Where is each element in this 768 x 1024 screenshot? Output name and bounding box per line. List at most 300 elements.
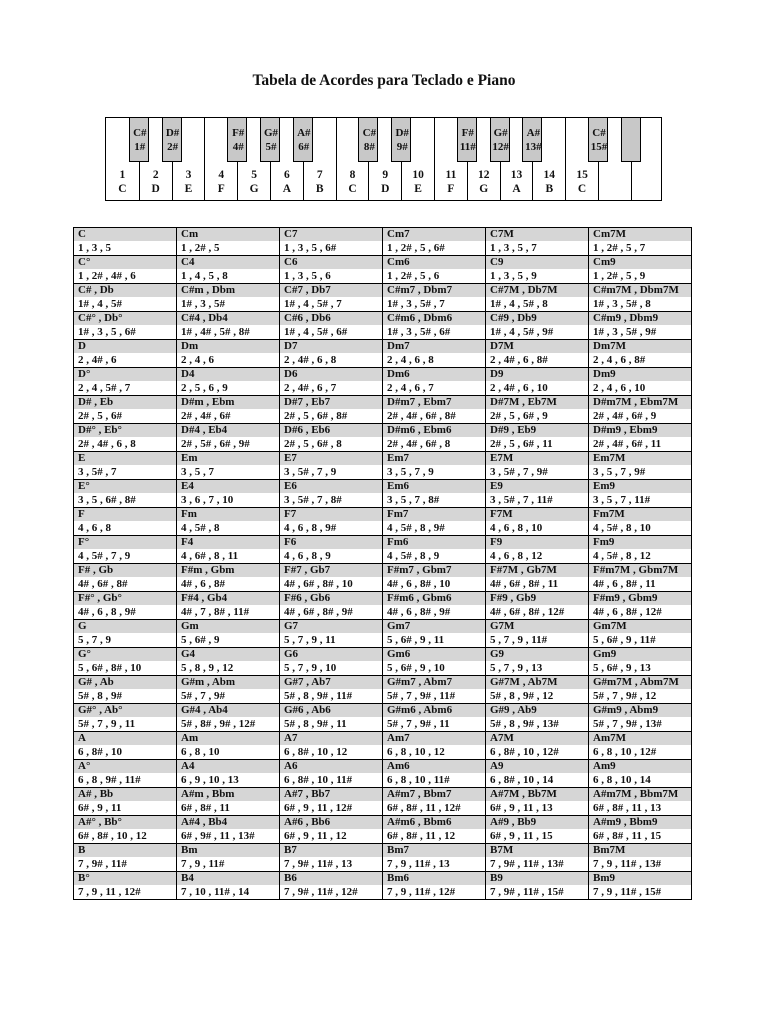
chord-name: F9 [486, 536, 588, 549]
chord-name: F# , Gb [74, 564, 176, 577]
page-title: Tabela de Acordes para Teclado e Piano [252, 72, 516, 89]
chord-cell [74, 340, 177, 368]
chord-cell [383, 508, 486, 536]
chord-cell [280, 340, 383, 368]
chord-name: D#m7M , Ebm7M [589, 396, 691, 409]
chord-cell [280, 312, 383, 340]
black-key [391, 118, 411, 162]
chord-cell [177, 312, 280, 340]
chord-notes: 7 , 9 , 11# , 15# [593, 886, 662, 898]
chord-cell [383, 340, 486, 368]
chord-name: F7M [486, 508, 588, 521]
chord-cell [486, 536, 589, 564]
key-note: C# [133, 127, 147, 139]
chord-notes: 2# , 5 , 6# , 9 [490, 410, 548, 422]
chord-notes: 2 , 4# , 6 , 8 [284, 354, 337, 366]
chord-name: A#m6 , Bbm6 [383, 816, 485, 829]
chord-name: Am [177, 732, 279, 745]
chord-cell [280, 564, 383, 592]
chord-name: Dm [177, 340, 279, 353]
chord-notes: 4# , 6# , 8# [78, 578, 128, 590]
chord-name: G#4 , Ab4 [177, 704, 279, 717]
chord-notes: 1# , 4# , 5# , 8# [181, 326, 250, 338]
chord-cell [74, 536, 177, 564]
chord-name: G#m9 , Abm9 [589, 704, 691, 717]
chord-cell [74, 844, 177, 872]
chord-notes: 6 , 8 , 10 , 14 [593, 774, 651, 786]
chord-name: F6 [280, 536, 382, 549]
chord-notes: 5# , 7 , 9# , 11 [387, 718, 450, 730]
chord-notes: 1# , 4 , 5# , 8 [490, 298, 548, 310]
chord-name: D [74, 340, 176, 353]
chord-name: A#m7M , Bbm7M [589, 788, 691, 801]
chord-notes: 4 , 6 , 8 , 9 [284, 550, 331, 562]
chord-notes: 5 , 7 , 9 , 11# [490, 634, 548, 646]
chord-notes: 4 , 6 , 8 , 10 [490, 522, 543, 534]
chord-cell [74, 676, 177, 704]
chord-notes: 2# , 4# , 6# , 9 [593, 410, 657, 422]
chord-name: G#° , Ab° [74, 704, 176, 717]
chord-cell [589, 844, 692, 872]
chord-notes: 4# , 6 , 8# , 11 [593, 578, 656, 590]
black-key [260, 118, 280, 162]
key-number: 12# [492, 141, 509, 153]
chord-cell [486, 816, 589, 844]
chord-cell [486, 788, 589, 816]
chord-name: C9 [486, 256, 588, 269]
white-key-label [468, 168, 500, 196]
chord-cell [74, 508, 177, 536]
chord-notes: 1 , 3 , 5 , 7 [490, 242, 537, 254]
chord-notes: 7 , 9 , 11# , 13 [387, 858, 450, 870]
chord-notes: 5# , 8 , 9# [78, 690, 122, 702]
chord-cell [589, 368, 692, 396]
chord-cell [383, 788, 486, 816]
chord-name: F#m7 , Gbm7 [383, 564, 485, 577]
key-note: G [249, 183, 259, 195]
chord-notes: 1 , 2# , 5 , 6 [387, 270, 440, 282]
chord-row [74, 648, 692, 676]
chord-name: G#m , Abm [177, 676, 279, 689]
chord-cell [589, 788, 692, 816]
chord-notes: 6 , 8# , 10 , 12# [490, 746, 559, 758]
chord-cell [383, 620, 486, 648]
chord-name: Bm7 [383, 844, 485, 857]
chord-name: Gm9 [589, 648, 691, 661]
chord-notes: 4 , 5# , 7 , 9 [78, 550, 131, 562]
chord-cell [280, 648, 383, 676]
chord-name: D4 [177, 368, 279, 381]
chord-cell [177, 648, 280, 676]
chord-row [74, 564, 692, 592]
chord-notes: 3 , 5# , 7 , 11# [490, 494, 553, 506]
chord-notes: 5# , 7 , 9 , 11 [78, 718, 136, 730]
chord-name: C4 [177, 256, 279, 269]
chord-cell [74, 816, 177, 844]
chord-cell [486, 256, 589, 284]
chord-name: A#4 , Bb4 [177, 816, 279, 829]
chord-name: Am7 [383, 732, 485, 745]
chord-notes: 7 , 9 , 11 , 12# [78, 886, 141, 898]
key-number: 1# [134, 141, 146, 153]
chord-notes: 2# , 4# , 6# [181, 410, 231, 422]
key-note: A# [526, 127, 541, 139]
chord-name: Dm7M [589, 340, 691, 353]
chord-notes: 1 , 2# , 5 , 7 [593, 242, 646, 254]
chord-name: F7 [280, 508, 382, 521]
black-key [522, 118, 542, 162]
chord-name: B° [74, 872, 176, 885]
chord-cell [280, 228, 383, 256]
chord-notes: 7 , 9# , 11# [78, 858, 127, 870]
chord-name: E6 [280, 480, 382, 493]
chord-notes: 7 , 9# , 11# , 13 [284, 858, 353, 870]
chord-cell [486, 228, 589, 256]
chord-cell [74, 872, 177, 900]
key-number: 6 [284, 169, 290, 181]
chord-name: F#° , Gb° [74, 592, 176, 605]
chord-notes: 5# , 8 , 9# , 11 [284, 718, 347, 730]
chord-cell [383, 592, 486, 620]
key-note: F# [232, 127, 245, 139]
chord-cell [383, 228, 486, 256]
chord-cell [486, 508, 589, 536]
chord-cell [383, 536, 486, 564]
chord-cell [177, 620, 280, 648]
key-number: 13# [525, 141, 542, 153]
chord-notes: 6# , 9 , 11 [78, 802, 122, 814]
chord-name: Bm6 [383, 872, 485, 885]
chord-cell [177, 424, 280, 452]
black-key [457, 118, 477, 162]
key-number: 7 [316, 169, 323, 181]
white-key-label [369, 168, 401, 196]
chord-name: Dm9 [589, 368, 691, 381]
key-note: F [217, 183, 225, 195]
chord-name: F#m7M , Gbm7M [589, 564, 691, 577]
key-note: F# [461, 127, 474, 139]
chord-notes: 3 , 5 , 7 [181, 466, 214, 478]
chord-name: F4 [177, 536, 279, 549]
black-key [358, 118, 378, 162]
chord-notes: 2# , 5 , 6# , 8# [284, 410, 348, 422]
chord-name: G7M [486, 620, 588, 633]
key-note: A [282, 183, 292, 195]
chord-cell [589, 676, 692, 704]
chord-row [74, 228, 692, 256]
chord-name: Cm6 [383, 256, 485, 269]
chord-name: A [74, 732, 176, 745]
chord-cell [280, 508, 383, 536]
chord-cell [177, 284, 280, 312]
chord-cell [383, 872, 486, 900]
chord-notes: 4# , 6 , 8# , 9# [387, 606, 451, 618]
chord-cell [589, 256, 692, 284]
chord-name: F#4 , Gb4 [177, 592, 279, 605]
chord-cell [280, 844, 383, 872]
key-note: D [381, 183, 390, 195]
chord-row [74, 732, 692, 760]
chord-notes: 2# , 5 , 6# [78, 410, 122, 422]
chord-cell [589, 340, 692, 368]
chord-notes: 2 , 4 , 6 , 8# [593, 354, 646, 366]
chord-cell [74, 564, 177, 592]
chord-cell [589, 396, 692, 424]
chord-name: Fm [177, 508, 279, 521]
key-note: A# [297, 127, 311, 139]
chord-name: G#7 , Ab7 [280, 676, 382, 689]
chord-row [74, 424, 692, 452]
chord-cell [280, 284, 383, 312]
chord-name: G# , Ab [74, 676, 176, 689]
chord-name: D#7M , Eb7M [486, 396, 588, 409]
chord-notes: 1# , 3 , 5# , 8 [593, 298, 651, 310]
chord-cell [177, 536, 280, 564]
chord-name: A6 [280, 760, 382, 773]
chord-notes: 1 , 2# , 4# , 6 [78, 270, 136, 282]
chord-notes: 1# , 3 , 5 , 6# [78, 326, 136, 338]
chord-cell [280, 872, 383, 900]
chord-cell [383, 564, 486, 592]
white-key-label [402, 168, 434, 196]
chord-cell [74, 788, 177, 816]
chord-cell [589, 620, 692, 648]
chord-name: Gm6 [383, 648, 485, 661]
chord-notes: 6 , 8 , 10 , 12# [593, 746, 657, 758]
chord-name: E9 [486, 480, 588, 493]
chord-notes: 5 , 6# , 9 , 11 [387, 634, 445, 646]
chord-cell [486, 732, 589, 760]
chord-name: D#6 , Eb6 [280, 424, 382, 437]
chord-name: C [74, 228, 176, 241]
key-number: 15# [590, 141, 608, 153]
chord-name: G#7M , Ab7M [486, 676, 588, 689]
black-key-label [583, 126, 615, 154]
chord-cell [383, 256, 486, 284]
chord-name: A#9 , Bb9 [486, 816, 588, 829]
chord-cell [589, 508, 692, 536]
chord-cell [177, 732, 280, 760]
chord-cell [177, 592, 280, 620]
key-number: 11 [445, 169, 457, 181]
chord-row [74, 816, 692, 844]
chord-name: Cm [177, 228, 279, 241]
chord-name: D7M [486, 340, 588, 353]
white-key-label [140, 168, 172, 196]
chord-name: A9 [486, 760, 588, 773]
chord-notes: 1# , 3 , 5# , 6# [387, 326, 451, 338]
chord-notes: 2 , 4 , 5# , 7 [78, 382, 131, 394]
chord-row [74, 256, 692, 284]
chord-name: Cm7 [383, 228, 485, 241]
chord-notes: 4 , 5# , 8 , 9 [387, 550, 440, 562]
chord-cell [74, 620, 177, 648]
chord-notes: 4# , 6# , 8# , 12# [490, 606, 565, 618]
chord-notes: 6 , 8 , 10 , 12 [387, 746, 445, 758]
chord-notes: 1# , 4 , 5# , 7 [284, 298, 342, 310]
piano-keyboard-diagram [105, 117, 662, 201]
chord-notes: 5 , 6# , 9 , 11# [593, 634, 656, 646]
chord-name: A#7 , Bb7 [280, 788, 382, 801]
chord-notes: 2 , 4# , 6 [78, 354, 117, 366]
key-note: C [348, 183, 357, 195]
chord-notes: 1 , 2# , 5 , 9 [593, 270, 646, 282]
chord-notes: 2 , 4 , 6 , 7 [387, 382, 434, 394]
chord-notes: 4 , 5# , 8 , 12 [593, 550, 651, 562]
chord-name: E7M [486, 452, 588, 465]
chord-name: A#m9 , Bbm9 [589, 816, 691, 829]
chord-row [74, 508, 692, 536]
chord-notes: 5 , 6# , 9 , 13 [593, 662, 651, 674]
chord-cell [383, 452, 486, 480]
key-number: 8# [363, 141, 375, 153]
black-key-label [222, 126, 254, 154]
chord-notes: 2# , 4# , 6# , 11 [593, 438, 662, 450]
chord-name: F#6 , Gb6 [280, 592, 382, 605]
chord-notes: 5# , 8 , 9# , 13# [490, 718, 559, 730]
chord-notes: 6# , 8# , 11 [181, 802, 230, 814]
chord-cell [74, 592, 177, 620]
chord-name: F#m6 , Gbm6 [383, 592, 485, 605]
chord-name: E° [74, 480, 176, 493]
chord-cell [280, 368, 383, 396]
chord-name: D9 [486, 368, 588, 381]
chord-notes: 4# , 6# , 8# , 11 [490, 578, 559, 590]
black-key-label [288, 126, 320, 154]
chord-cell [177, 844, 280, 872]
black-key-label [255, 126, 287, 154]
chord-notes: 1 , 4 , 5 , 8 [181, 270, 228, 282]
chord-cell [486, 704, 589, 732]
chord-row [74, 396, 692, 424]
white-key-label [106, 168, 139, 196]
chord-notes: 5# , 7 , 9# [181, 690, 225, 702]
chord-cell [74, 256, 177, 284]
black-key [293, 118, 313, 162]
chord-cell [589, 648, 692, 676]
chord-notes: 6# , 8# , 10 , 12 [78, 830, 147, 842]
key-number: 8 [349, 169, 356, 181]
chord-cell [589, 872, 692, 900]
chord-name: D#m7 , Ebm7 [383, 396, 485, 409]
chord-name: F#m , Gbm [177, 564, 279, 577]
chord-name: A4 [177, 760, 279, 773]
chord-cell [589, 760, 692, 788]
chord-name: B7M [486, 844, 588, 857]
chord-name: C#m6 , Dbm6 [383, 312, 485, 325]
chord-cell [280, 424, 383, 452]
chord-row [74, 368, 692, 396]
key-note: A [512, 183, 521, 195]
chord-notes: 4 , 6 , 8 , 9# [284, 522, 337, 534]
chord-name: D° [74, 368, 176, 381]
key-note: E [184, 183, 193, 195]
chord-row [74, 592, 692, 620]
chord-cell [486, 340, 589, 368]
chord-notes: 6# , 9 , 11 , 12 [284, 830, 347, 842]
chord-table [73, 227, 692, 900]
white-key-label [337, 168, 369, 196]
chord-name: F [74, 508, 176, 521]
chord-cell [486, 844, 589, 872]
chord-name: G [74, 620, 176, 633]
chord-row [74, 340, 692, 368]
chord-notes: 4# , 6# , 8# , 10 [284, 578, 353, 590]
chord-notes: 5# , 7 , 9# , 12 [593, 690, 657, 702]
chord-name: G#m7 , Abm7 [383, 676, 485, 689]
chord-name: C#4 , Db4 [177, 312, 279, 325]
chord-name: A#6 , Bb6 [280, 816, 382, 829]
key-number: 13 [510, 169, 523, 181]
chord-name: C#9 , Db9 [486, 312, 588, 325]
chord-row [74, 284, 692, 312]
chord-name: Em7M [589, 452, 691, 465]
chord-name: G7 [280, 620, 382, 633]
chord-cell [74, 396, 177, 424]
chord-name: G#m6 , Abm6 [383, 704, 485, 717]
key-note: B [315, 183, 324, 195]
black-key [162, 118, 182, 162]
chord-notes: 7 , 9 , 11# , 12# [387, 886, 456, 898]
chord-notes: 2 , 5 , 6 , 9 [181, 382, 228, 394]
chord-cell [280, 816, 383, 844]
chord-notes: 1 , 2# , 5 , 6# [387, 242, 445, 254]
chord-cell [383, 760, 486, 788]
chord-cell [280, 536, 383, 564]
chord-notes: 7 , 9 , 11# , 13# [593, 858, 662, 870]
chord-notes: 6 , 8# , 10 , 14 [490, 774, 554, 786]
chord-name: B4 [177, 872, 279, 885]
chord-notes: 5 , 6# , 9 [181, 634, 220, 646]
chord-notes: 6# , 9 , 11 , 12# [284, 802, 353, 814]
chord-notes: 5# , 8 , 9# , 12 [490, 690, 554, 702]
chord-name: C#m7M , Dbm7M [589, 284, 691, 297]
chord-row [74, 312, 692, 340]
chord-notes: 2 , 4 , 6 , 10 [593, 382, 646, 394]
chord-notes: 2# , 4# , 6# , 8 [387, 438, 451, 450]
chord-cell [486, 312, 589, 340]
chord-notes: 6 , 8# , 10 [78, 746, 122, 758]
chord-cell [177, 676, 280, 704]
chord-row [74, 676, 692, 704]
chord-notes: 2 , 4 , 6 [181, 354, 214, 366]
chord-name: G6 [280, 648, 382, 661]
white-key-label [435, 168, 467, 196]
chord-notes: 6# , 8# , 11 , 12 [387, 830, 456, 842]
chord-notes: 3 , 5 , 7 , 9# [593, 466, 646, 478]
chord-name: D#m , Ebm [177, 396, 279, 409]
key-note: C [118, 183, 127, 195]
chord-cell [486, 676, 589, 704]
chord-name: C7 [280, 228, 382, 241]
key-number: 12 [477, 169, 490, 181]
chord-notes: 5 , 7 , 9 , 10 [284, 662, 337, 674]
chord-cell [589, 816, 692, 844]
chord-name: C6 [280, 256, 382, 269]
chord-cell [74, 228, 177, 256]
chord-notes: 6 , 8 , 9# , 11# [78, 774, 141, 786]
chord-name: D#9 , Eb9 [486, 424, 588, 437]
chord-row [74, 760, 692, 788]
chord-notes: 4# , 7 , 8# , 11# [181, 606, 250, 618]
chord-cell [177, 480, 280, 508]
chord-notes: 4 , 6 , 8 , 12 [490, 550, 543, 562]
chord-cell [589, 704, 692, 732]
key-note: G [479, 183, 489, 195]
chord-cell [74, 760, 177, 788]
chord-cell [177, 368, 280, 396]
chord-cell [177, 564, 280, 592]
